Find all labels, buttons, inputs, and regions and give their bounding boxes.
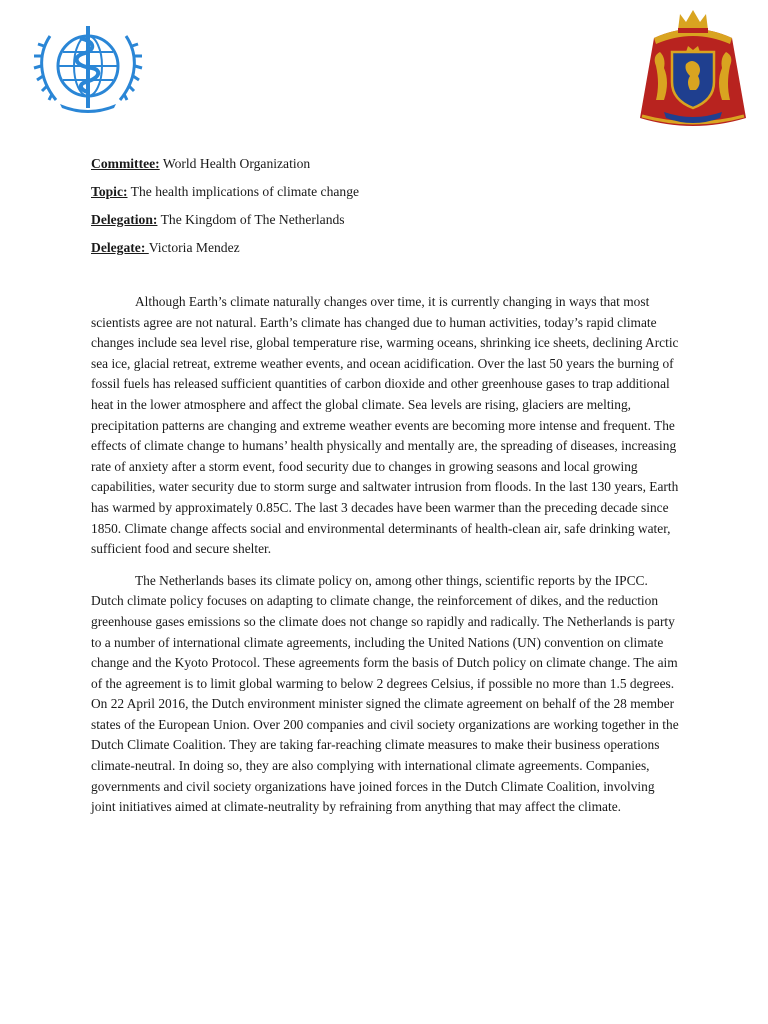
committee-line	[91, 150, 691, 178]
delegation-value: The Kingdom of The Netherlands	[157, 212, 345, 227]
netherlands-coat-of-arms-icon	[634, 8, 752, 134]
topic-label: Topic:	[91, 184, 128, 199]
body-paragraph: The Netherlands bases its climate policy on, among other things, scientific reports by the IPCC. Dutch climate policy focuses on adapting to climate change, the reinforcement of dikes, and the reduction greenhouse gases emissions so the climate does not change so rapidly and radically. The Netherlands is party to a number of international climate agreements, including the United Nations (UN) convention on climate change and the Kyoto Protocol. These agreements form the basis of Dutch policy on climate change. The aim of the agreement is to limit global warming to below 2 degrees Celsius, if possible no more than 1.5 degrees. On 22 April 2016, the Dutch environment minister signed the climate agreement on behalf of the 28 member states of the European Union. Over 200 companies and civil society organizations are working together in the Dutch Climate Coalition. They are taking far-reaching climate measures to make their business operations climate-neutral. In doing so, they are also complying with international climate agreements. Companies, governments and civil society organizations have joined forces in the Dutch Climate Coalition, involving joint initiatives aimed at climate-neutrality by refraining from anything that may affect the climate.	[91, 572, 679, 815]
committee-label: Committee:	[91, 156, 160, 171]
body-paragraph: Although Earth’s climate naturally changes over time, it is currently changing in ways that most scientists agree are not natural. Earth’s climate has changed due to human activities, today’s rapid climate changes include sea level rise, global temperature rise, warming oceans, shrinking ice sheets, declining Arctic sea ice, glacial retreat, extreme weather events, and ocean acidification. Over the last 50 years the burning of fossil fuels has released sufficient quantities of carbon dioxide and other greenhouse gases to trap additional heat in the lower atmosphere and affect the global climate. Sea levels are rising, glaciers are melting, precipitation patterns are changing and extreme weather events are becoming more intense and frequent. The effects of climate change to humans’ health physically and mentally are, the spreading of diseases, increasing rate of anxiety after a storm event, food security due to changes in growing seasons and local growing capabilities, water security due to storm surge and saltwater intrusion from floods. In the last 130 years, Earth has warmed by approximately 0.85C. The last 3 decades have been warmer than the preceding decade since 1850. Climate change affects social and environmental determinants of health-clean air, safe drinking water, sufficient food and secure shelter.	[91, 294, 679, 557]
delegate-line	[91, 234, 691, 262]
document-body	[91, 292, 679, 818]
topic-value: The health implications of climate change	[127, 184, 360, 199]
topic-line	[91, 178, 691, 206]
delegate-label: Delegate:	[91, 240, 149, 255]
delegate-value: Victoria Mendez	[148, 240, 240, 255]
delegation-line	[91, 206, 691, 234]
delegation-label: Delegation:	[91, 212, 158, 227]
who-emblem-icon	[30, 16, 146, 116]
document-header	[91, 150, 691, 262]
committee-value: World Health Organization	[159, 156, 311, 171]
